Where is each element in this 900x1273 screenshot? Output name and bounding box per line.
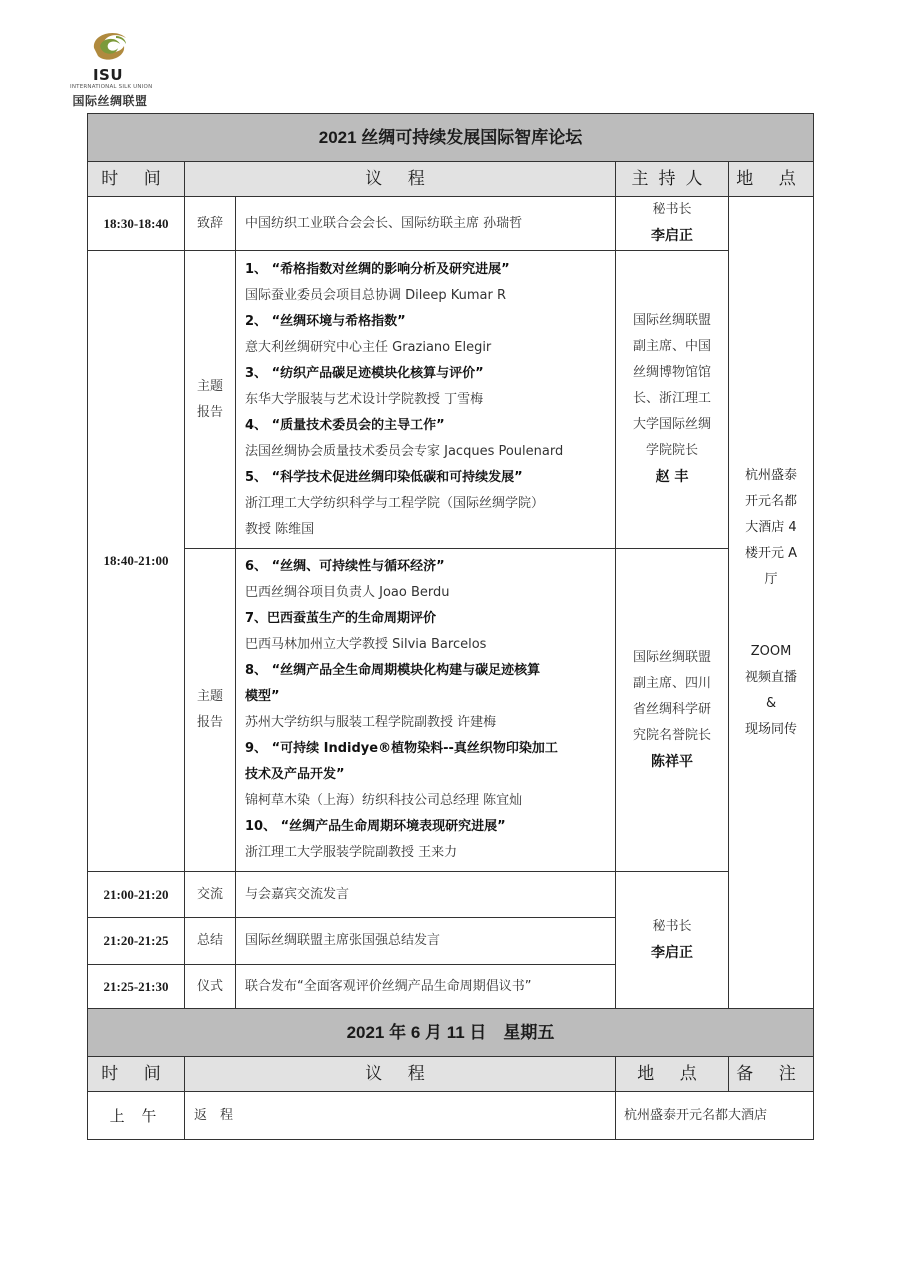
header-host: 主持人 xyxy=(616,162,729,197)
host-role: 大学国际丝绸 xyxy=(632,417,711,432)
time-opening: 18:30-18:40 xyxy=(88,197,185,251)
venue-line: 杭州盛泰 xyxy=(745,467,798,483)
host-role: 长、浙江理工 xyxy=(632,391,711,406)
agenda-summary: 国际丝绸联盟主席张国强总结发言 xyxy=(236,918,616,965)
venue-line: 大酒店 4 xyxy=(745,519,797,535)
talk-speaker: 教授 陈维国 xyxy=(245,521,315,537)
talk-speaker: 巴西马林加州立大学教授 Silvia Barcelos xyxy=(245,637,487,652)
venue-line: ZOOM xyxy=(750,643,792,659)
talk-speaker: 浙江理工大学服装学院副教授 王来力 xyxy=(245,845,458,860)
talk-title: 5、 “科学技术促进丝绸印染低碳和可持续发展” xyxy=(245,469,523,485)
forum-title: 2021 丝绸可持续发展国际智库论坛 xyxy=(88,114,814,162)
talk-speaker: 锦柯草木染（上海）纺织科技公司总经理 陈宜灿 xyxy=(245,793,523,808)
kind-keynote-1 xyxy=(185,251,236,549)
header-agenda: 议 程 xyxy=(185,162,616,197)
venue-line: 开元名都 xyxy=(745,493,798,509)
header-time-2: 时 间 xyxy=(88,1057,185,1092)
agenda-table xyxy=(87,113,814,1140)
host-name: 陈祥平 xyxy=(651,753,693,770)
host-role: 秘书长 xyxy=(652,202,692,217)
venue-line: 厅 xyxy=(764,571,778,587)
host-name: 李启正 xyxy=(651,944,693,961)
host-role: 学院院长 xyxy=(645,443,698,458)
host-cell-keynote-2 xyxy=(616,549,729,872)
talk-title: 8、 “丝绸产品全生命周期模块化构建与碳足迹核算 xyxy=(245,663,541,678)
host-role: 秘书长 xyxy=(652,918,692,934)
kind-keynote-2 xyxy=(185,549,236,872)
agenda-ceremony: 联合发布“全面客观评价丝绸产品生命周期倡议书” xyxy=(236,965,616,1009)
header-venue-2: 地 点 xyxy=(616,1057,729,1092)
venue-line: 视频直播 xyxy=(745,669,798,685)
venue-line: 现场同传 xyxy=(745,721,798,737)
logo-abbr: ISU xyxy=(92,66,124,84)
kind-exchange: 交流 xyxy=(185,872,236,918)
logo-english-name: INTERNATIONAL SILK UNION xyxy=(70,84,153,90)
talk-title: 10、 “丝绸产品生命周期环境表现研究进展” xyxy=(245,819,506,834)
kind-line: 主题 xyxy=(196,378,223,394)
kind-line: 报告 xyxy=(196,404,223,420)
header-venue: 地 点 xyxy=(729,162,814,197)
talk-title: 3、 “纺织产品碳足迹模块化核算与评价” xyxy=(245,365,484,381)
host-cell-opening xyxy=(616,197,729,251)
talk-speaker: 国际蚕业委员会项目总协调 Dileep Kumar R xyxy=(245,287,507,303)
venue-line: 楼开元 A xyxy=(744,545,798,561)
host-name: 李启正 xyxy=(651,228,693,244)
talk-title: 9、 “可持续 Indidye®植物染料--真丝织物印染加工 xyxy=(245,741,558,756)
agenda-keynote-1 xyxy=(236,251,616,549)
talk-title: 模型” xyxy=(245,689,280,704)
time-exchange: 21:00-21:20 xyxy=(88,872,185,918)
date-banner: 2021 年 6 月 11 日 星期五 xyxy=(88,1009,814,1057)
time-morning: 上 午 xyxy=(88,1092,185,1140)
time-summary: 21:20-21:25 xyxy=(88,918,185,965)
talk-title: 技术及产品开发” xyxy=(245,767,345,782)
host-name: 赵 丰 xyxy=(655,469,689,485)
talk-title: 6、 “丝绸、可持续性与循环经济” xyxy=(245,559,445,574)
talk-speaker: 巴西丝绸谷项目负责人 Joao Berdu xyxy=(245,585,450,600)
kind-summary: 总结 xyxy=(185,918,236,965)
host-role: 国际丝绸联盟 xyxy=(632,313,711,328)
host-role: 副主席、中国 xyxy=(632,339,711,354)
host-role: 副主席、四川 xyxy=(632,675,711,691)
talk-title: 1、 “希格指数对丝绸的影响分析及研究进展” xyxy=(245,261,510,277)
kind-line: 主题 xyxy=(196,689,223,704)
venue-cell xyxy=(729,197,814,1009)
host-cell-keynote-1 xyxy=(616,251,729,549)
talk-title: 4、 “质量技术委员会的主导工作” xyxy=(245,417,445,433)
host-role: 省丝绸科学研 xyxy=(632,701,711,717)
time-keynote-block: 18:40-21:00 xyxy=(88,251,185,872)
header-agenda-2: 议 程 xyxy=(185,1057,616,1092)
talk-speaker: 东华大学服装与艺术设计学院教授 丁雪梅 xyxy=(245,391,484,407)
host-cell-closing xyxy=(616,872,729,1009)
venue-spacer xyxy=(739,593,803,639)
kind-line: 报告 xyxy=(196,715,223,730)
agenda-opening: 中国纺织工业联合会会长、国际纺联主席 孙瑞哲 xyxy=(236,197,616,251)
talk-title: 7、巴西蚕茧生产的生命周期评价 xyxy=(245,611,437,626)
talk-speaker: 浙江理工大学纺织科学与工程学院（国际丝绸学院） xyxy=(245,495,545,511)
agenda-exchange: 与会嘉宾交流发言 xyxy=(236,872,616,918)
talk-speaker: 意大利丝绸研究中心主任 Graziano Elegir xyxy=(245,339,492,355)
header-time: 时 间 xyxy=(88,162,185,197)
logo-chinese-name: 国际丝绸联盟 xyxy=(72,94,148,108)
talk-title: 2、 “丝绸环境与希格指数” xyxy=(245,313,406,329)
talk-speaker: 法国丝绸协会质量技术委员会专家 Jacques Poulenard xyxy=(245,443,564,459)
host-role: 国际丝绸联盟 xyxy=(632,649,711,665)
time-ceremony: 21:25-21:30 xyxy=(88,965,185,1009)
agenda-return: 返 程 xyxy=(185,1092,616,1140)
isu-logo xyxy=(66,22,156,108)
host-role: 究院名誉院长 xyxy=(632,727,711,743)
venue-line: & xyxy=(765,695,777,711)
agenda-keynote-2 xyxy=(236,549,616,872)
kind-ceremony: 仪式 xyxy=(185,965,236,1009)
header-notes-2: 备 注 xyxy=(729,1057,814,1092)
venue-return: 杭州盛泰开元名都大酒店 xyxy=(616,1092,814,1140)
host-role: 丝绸博物馆馆 xyxy=(632,365,711,380)
talk-speaker: 苏州大学纺织与服装工程学院副教授 许建梅 xyxy=(245,715,497,730)
silk-swirl-logo-icon xyxy=(86,26,132,66)
kind-opening: 致辞 xyxy=(185,197,236,251)
